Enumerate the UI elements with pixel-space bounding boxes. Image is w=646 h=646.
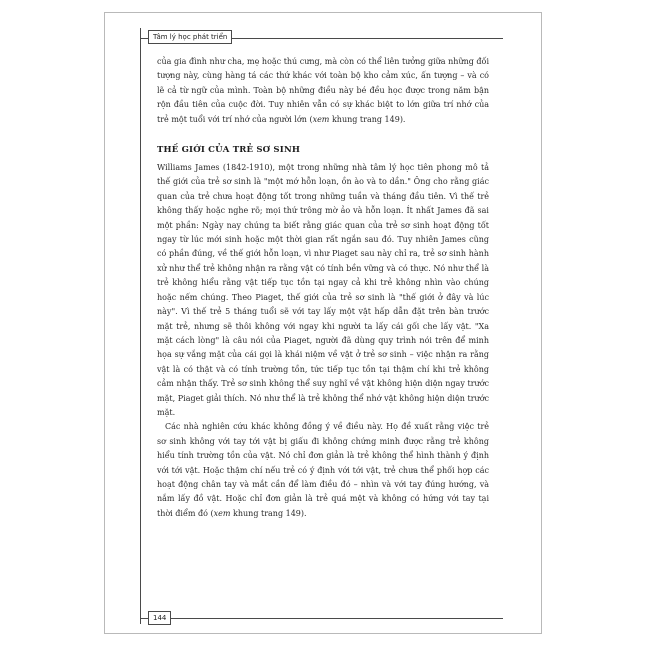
running-title: Tâm lý học phát triển — [148, 30, 232, 44]
page-number: 144 — [148, 611, 171, 625]
footer-rule — [140, 618, 503, 619]
section-paragraph-2 — [157, 420, 489, 521]
page-content — [157, 55, 489, 521]
section-paragraph-2-text: Các nhà nghiên cứu khác không đồng ý về điều này. Họ đề xuất rằng việc trẻ sơ sinh không với tay tới vật bị giấu đi không chứng minh được rằng trẻ không hiểu tính trường tồn của vật. Nó chỉ đơn giản là trẻ không thể hình thành ý định với tới vật. Hoặc thậm chí nếu trẻ có ý định với tới vật, trẻ chưa thể phối hợp các hoạt động chân tay và mắt cần để làm điều đó – nhìn và với tay đúng hướng, và nắm lấy đồ vật. Hoặc chỉ đơn giản là trẻ quá mệt và không có hứng với tay tại thời điểm đó ( — [157, 422, 489, 518]
intro-ref-rest: khung trang 149). — [329, 114, 406, 124]
section-heading: THẾ GIỚI CỦA TRẺ SƠ SINH — [157, 145, 301, 156]
intro-paragraph — [157, 55, 489, 127]
intro-ref-italic: xem — [312, 114, 330, 124]
left-margin-rule — [140, 28, 141, 624]
p2-ref-rest: khung trang 149). — [230, 508, 307, 518]
section-paragraph-1: Williams James (1842-1910), một trong những nhà tâm lý học tiên phong mô tả thế giới của trẻ sơ sinh là "một mớ hỗn loạn, ồn ào và to dần." Ông cho rằng giác quan của trẻ chưa hoạt động tốt trong những tuần và tháng đầu tiên. Vì thế trẻ không thấy hoặc nghe rõ; mọi thứ trông mờ ảo và hỗn loạn. Ít nhất James đã sai một phần: Ngày nay chúng ta biết rằng giác quan của trẻ sơ sinh hoạt động tốt ngay từ lúc mới sinh hoặc một thời gian rất ngắn sau đó. Tuy nhiên James cũng có phần đúng, về thế giới hỗn loạn, vì như Piaget sau này chỉ ra, trẻ sơ sinh hành xử như thể trẻ không nhận ra rằng vật có tính bền vững và có thực. Nó như thể là trẻ không hiểu rằng vật tiếp tục tồn tại ngay cả khi trẻ không nhìn vào chúng hoặc nếm chúng. Theo Piaget, thế giới của trẻ sơ sinh là "thế giới ở đây và lúc này". Vì thế trẻ 5 tháng tuổi sẽ với tay lấy một vật hấp dẫn đặt trên bàn trước mặt trẻ, nhưng sẽ thôi không với ngay khi người ta lấy cái gối che lấy vật. "Xa mặt cách lòng" là câu nói của Piaget, người đã dùng quy trình nói trên để minh họa sự vắng mặt của cái gọi là khái niệm về vật ở trẻ sơ sinh – việc nhận ra rằng vật là có thật và có tính trường tồn, tức tiếp tục tồn tại thậm chí khi trẻ không cảm nhận thấy. Trẻ sơ sinh không thể suy nghĩ về vật không hiện diện ngay trước mặt, Piaget giải thích. Nó như thể là trẻ không thể nhớ vật không hiện diện trước mặt. — [157, 163, 489, 417]
p2-ref-italic: xem — [213, 508, 231, 518]
intro-text: của gia đình như cha, mẹ hoặc thú cưng, mà còn có thể liên tưởng giữa những đối tượng này, cùng hàng tá các thứ khác với toàn bộ kho cảm xúc, ấn tượng – và có lẽ cả từ ngữ của mình. Toàn bộ những điều này bé đều học được trong năm bận rộn đầu tiên của cuộc đời. Tuy nhiên vẫn có sự khác biệt to lớn giữa trí nhớ của trẻ một tuổi với trí nhớ của người lớn ( — [157, 57, 489, 124]
